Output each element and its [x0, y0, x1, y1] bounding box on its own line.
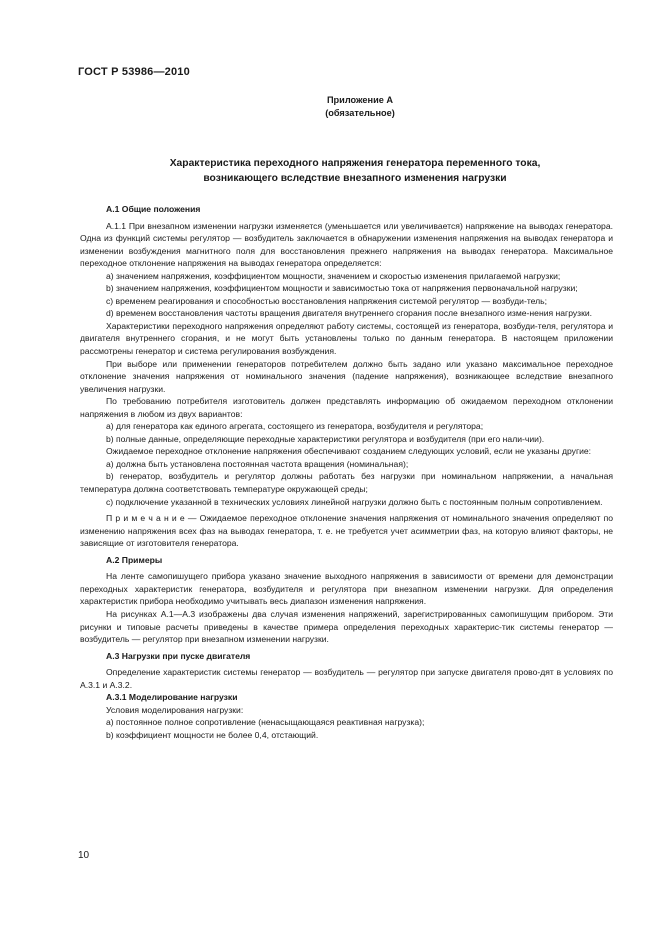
- standard-header: ГОСТ Р 53986—2010: [78, 66, 190, 78]
- list-item: b) полные данные, определяющие переходные характеристики регулятора и возбудителя (при его нали-чии).: [106, 433, 545, 444]
- section-heading-a3: А.3 Нагрузки при пуске двигателя: [106, 650, 251, 661]
- list-item: b) коэффициент мощности не более 0,4, отстающий.: [106, 729, 319, 740]
- appendix-label: Приложение А: [326, 95, 394, 105]
- paragraph: А.1.1 При внезапном изменении нагрузки изменяется (уменьшается или увеличивается) напряжение на выводах генератора. Одна из функций системы регулятор — возбудитель заключается в обнаружении изменения напряжения на выводах генератора и изменении возбуждения магнитного поля для восстановления прежнего напряжения на выводах генератора. Максимальное переходное отклонение напряжения на выводах генератора определяется:: [80, 220, 613, 269]
- list-item: c) подключение указанной в технических условиях линейной нагрузки должно быть с постоянным полным сопротивлением.: [106, 496, 603, 507]
- paragraph: Характеристики переходного напряжения определяют работу системы, состоящей из генератора, возбуди-теля, регулятора и двигателя внутреннего сгорания, и не могут быть установлены только по данным генератора. В настоящем приложении рассмотрены генератор и система регулирования возбуждения.: [80, 320, 613, 357]
- paragraph: На рисунках А.1—А.3 изображены два случая изменения напряжений, зарегистрированных самопишущим прибором. Эти рисунки и типовые расчеты приведены в качестве примера определения переходных характерис-тик системы генератор — возбудитель — регулятор при внезапном изменении нагрузки.: [80, 608, 613, 645]
- list-item: a) должна быть установлена постоянная частота вращения (номинальная);: [106, 458, 409, 469]
- paragraph: При выборе или применении генераторов потребителем должно быть задано или указано максимальное переходное отклонение значения напряжения от номинального значения (падение напряжения), возникающее вследствие внезапного увеличения нагрузки.: [80, 358, 613, 394]
- list-item: d) временем восстановления частоты вращения двигателя внутреннего сгорания после внезапного изме-нения нагрузки.: [106, 308, 593, 319]
- section-heading-a1: А.1 Общие положения: [106, 204, 201, 214]
- subsection-heading-a31: А.3.1 Моделирование нагрузки: [106, 692, 238, 703]
- paragraph: На ленте самопишущего прибора указано значение выходного напряжения в зависимости от времени для демонстрации переходных характеристик генератора, возбудителя и регулятора при внезапном изменении нагрузки. Для определения характеристик прибора необходимо учитывать весь диапазон изменения напряжения.: [80, 571, 613, 607]
- paragraph: Определение характеристик системы генератор — возбудитель — регулятор при запуске двигателя прово-дят в условиях по А.3.1 и А.3.2.: [80, 667, 613, 690]
- title-line-1: Характеристика переходного напряжения генератора переменного тока,: [169, 158, 541, 169]
- list-item: a) постоянное полное сопротивление (ненасыщающаяся реактивная нагрузка);: [106, 717, 425, 728]
- appendix-title: [95, 156, 615, 186]
- list-item: a) для генератора как единого агрегата, состоящего из генератора, возбудителя и регулятора;: [106, 421, 484, 432]
- page-number: 10: [78, 850, 90, 861]
- note: [80, 512, 613, 550]
- document-body: [80, 203, 613, 741]
- title-line-2: возникающего вследствие внезапного изменения нагрузки: [203, 173, 507, 184]
- list-item: a) значением напряжения, коэффициентом мощности, значением и скоростью изменения прилагаемой нагрузки;: [106, 270, 561, 281]
- section-heading-a2: А.2 Примеры: [106, 554, 163, 565]
- note-label: П р и м е ч а н и е: [106, 513, 185, 524]
- list-item: b) значением напряжения, коэффициентом мощности и зависимостью тока от напряжения первоначальной нагрузки;: [106, 283, 578, 294]
- note-text: — Ожидаемое переходное отклонение значения напряжения от номинального значения определяют по изменению напряжения всех фаз на выводах генератора, т. е. не требуется учет асимметрии фаз, на которую влияют факторы, не зависящие от изготовителя генератора.: [80, 513, 613, 549]
- paragraph: Ожидаемое переходное отклонение напряжения обеспечивают созданием следующих условий, если не указаны другие:: [106, 446, 592, 457]
- appendix-status: (обязательное): [325, 108, 395, 118]
- paragraph: По требованию потребителя изготовитель должен представлять информацию об ожидаемом переходном отклонении напряжения в любом из двух вариантов:: [80, 396, 613, 419]
- list-item: b) генератор, возбудитель и регулятор должны работать без нагрузки при номинальном напряжении, а начальная температура должна соответствовать температуре окружающей среды;: [80, 471, 613, 495]
- list-item: c) временем реагирования и способностью восстановления напряжения системой регулятор — возбуди-тель;: [106, 295, 548, 306]
- paragraph: Условия моделирования нагрузки:: [106, 704, 244, 715]
